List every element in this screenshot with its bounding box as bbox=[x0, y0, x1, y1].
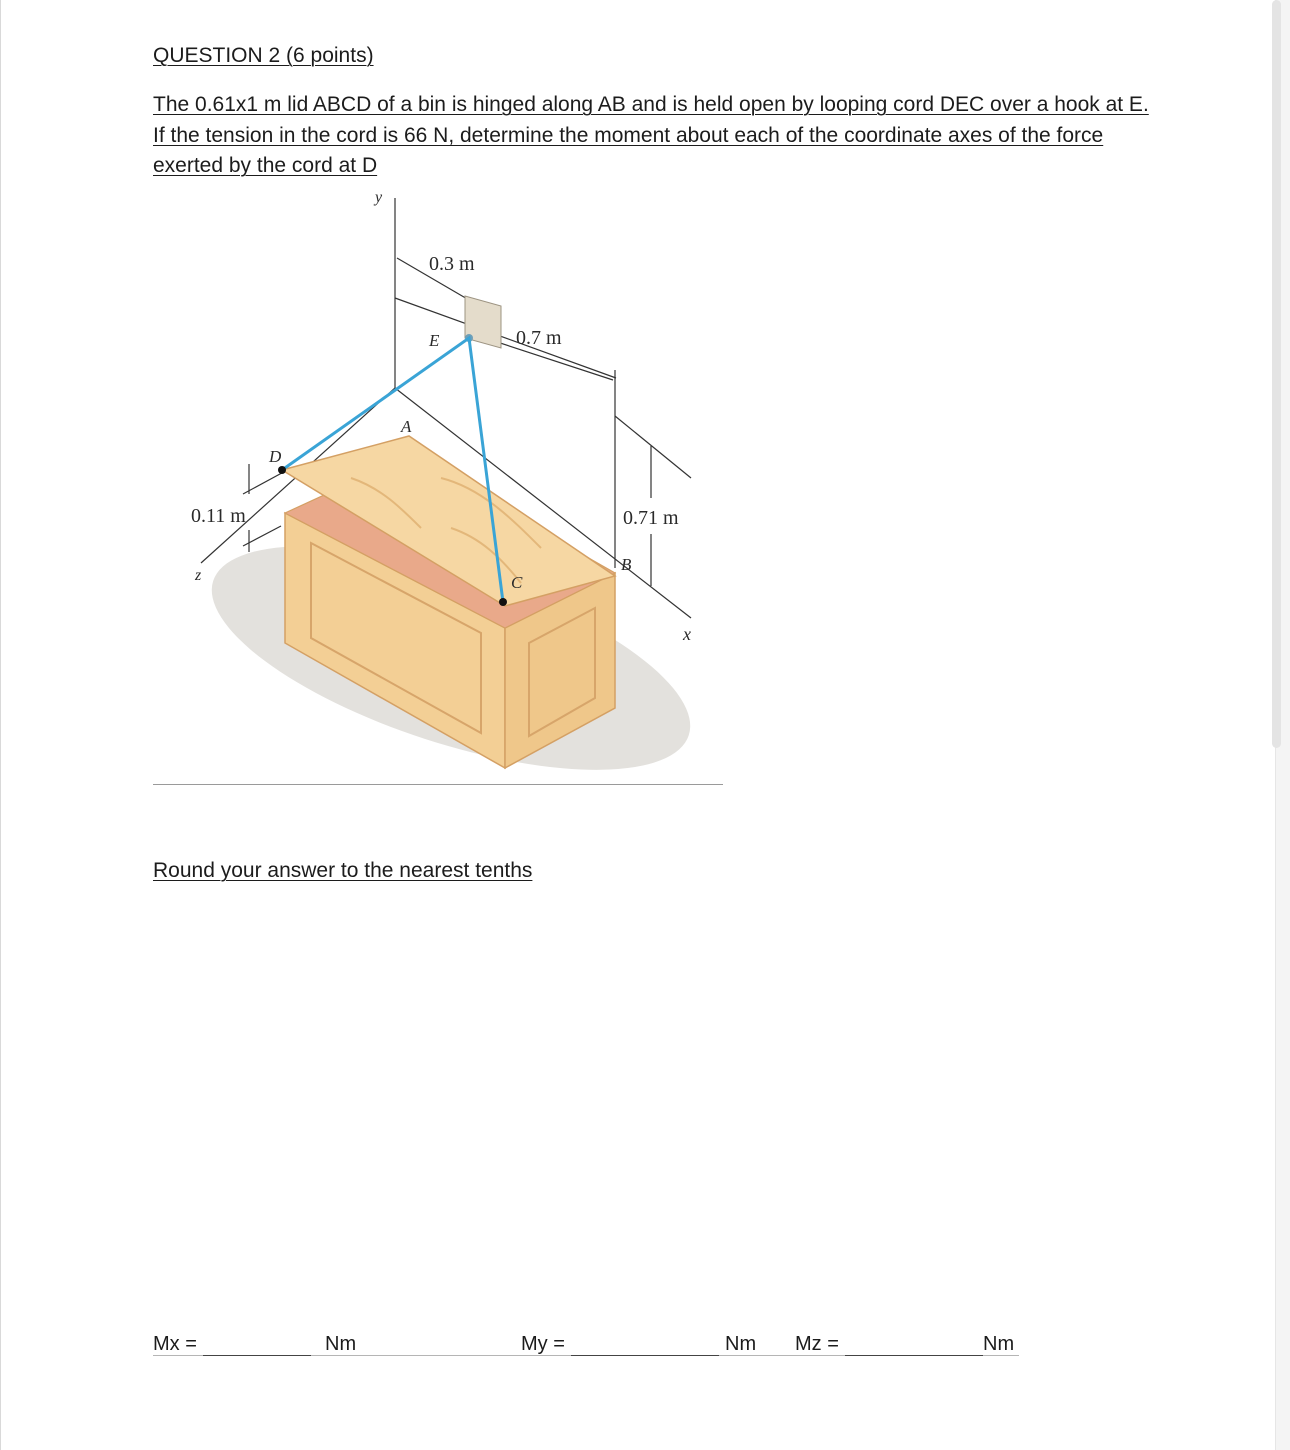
question-title: QUESTION 2 (6 points) bbox=[153, 44, 374, 67]
mx-label: Mx = bbox=[153, 1333, 197, 1355]
dim-hook-label: 0.7 m bbox=[516, 327, 562, 349]
point-d-dot bbox=[278, 466, 286, 474]
answer-row bbox=[153, 1333, 1033, 1361]
rounding-instruction: Round your answer to the nearest tenths bbox=[153, 859, 533, 882]
point-b-label: B bbox=[621, 555, 632, 574]
bin-diagram bbox=[151, 188, 731, 788]
point-e-label: E bbox=[429, 331, 440, 350]
my-answer-blank[interactable] bbox=[571, 1355, 719, 1356]
my-label: My = bbox=[521, 1333, 565, 1355]
mz-unit: Nm bbox=[983, 1333, 1015, 1355]
figure-rule bbox=[153, 784, 723, 785]
mz-label: Mz = bbox=[795, 1333, 839, 1355]
bin-figure bbox=[151, 188, 731, 788]
point-a-label: A bbox=[401, 417, 412, 436]
my-unit: Nm bbox=[725, 1333, 757, 1355]
mx-answer-blank[interactable] bbox=[203, 1355, 311, 1356]
dim-top-label: 0.3 m bbox=[429, 253, 475, 275]
axis-z-label: z bbox=[195, 567, 202, 584]
mz-answer-blank[interactable] bbox=[845, 1355, 983, 1356]
point-d-label: D bbox=[269, 447, 282, 466]
dim-071-ext bbox=[615, 416, 691, 478]
point-c-label: C bbox=[511, 573, 523, 592]
point-c-dot bbox=[499, 598, 507, 606]
axis-y-label: y bbox=[375, 189, 383, 206]
question-text: The 0.61x1 m lid ABCD of a bin is hinged along AB and is held open by looping cord DEC over a hook at E. If the tension in the cord is 66 N, determine the moment about each of the coordinate axes of the force exerted by the cord at D bbox=[153, 93, 1149, 177]
dim-height-label: 0.71 m bbox=[623, 507, 679, 529]
dim-lid-label: 0.11 m bbox=[191, 505, 246, 527]
axis-x-label: x bbox=[683, 624, 691, 644]
mx-unit: Nm bbox=[325, 1333, 357, 1355]
scrollbar-thumb[interactable] bbox=[1272, 0, 1281, 748]
